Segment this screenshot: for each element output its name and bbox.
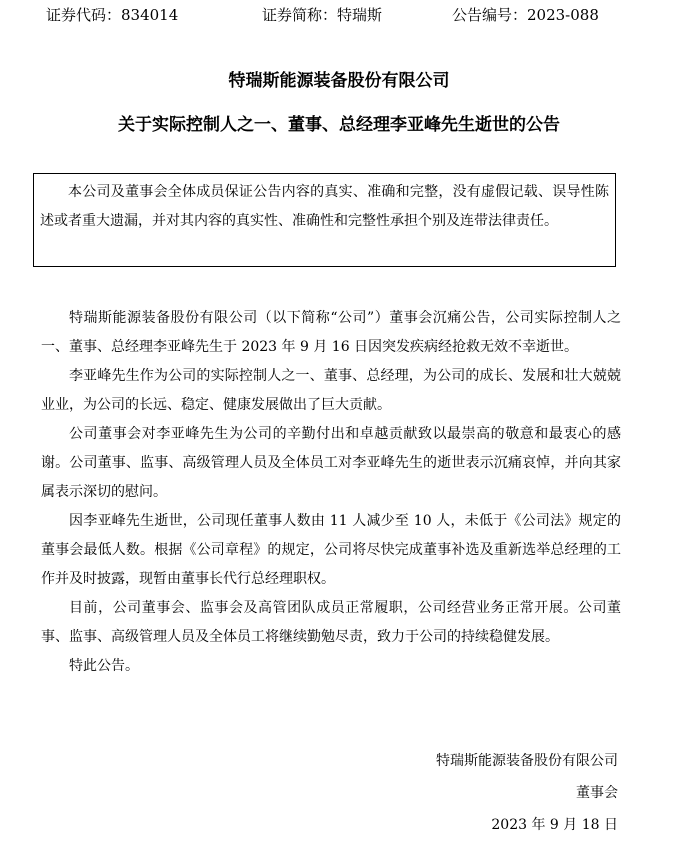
announcement-number: 公告编号：2023-088: [452, 6, 599, 24]
disclaimer-box: [33, 173, 616, 267]
paragraph-2: 李亚峰先生作为公司的实际控制人之一、董事、总经理，为公司的成长、发展和壮大兢兢业业，为公司的长远、稳定、健康发展做出了巨大贡献。: [41, 368, 621, 413]
paragraph-1: 特瑞斯能源装备股份有限公司（以下简称“公司”）董事会沉痛公告，公司实际控制人之一、董事、总经理李亚峰先生于 2023 年 9 月 16 日因突发疾病经抢救无效不幸逝世。: [41, 310, 621, 355]
signature-board: 董事会: [576, 785, 618, 801]
stock-abbreviation: 证券简称：特瑞斯: [262, 6, 383, 24]
stock-code: 证券代码：834014: [46, 6, 179, 24]
signature-date: 2023 年 9 月 18 日: [491, 817, 618, 833]
announcement-title: 关于实际控制人之一、董事、总经理李亚峰先生逝世的公告: [118, 115, 560, 135]
paragraph-3: 公司董事会对李亚峰先生为公司的辛勤付出和卓越贡献致以最崇高的敬意和最衷心的感谢。公司董事、监事、高级管理人员及全体员工对李亚峰先生的逝世表示沉痛哀悼，并向其家属表示深切的慰问。: [41, 426, 621, 500]
paragraph-6: 特此公告。: [69, 658, 139, 674]
disclaimer-text: 本公司及董事会全体成员保证公告内容的真实、准确和完整，没有虚假记载、误导性陈述或者重大遗漏，并对其内容的真实性、准确性和完整性承担个别及连带法律责任。: [40, 184, 609, 229]
company-name: 特瑞斯能源装备股份有限公司: [228, 71, 450, 91]
signature-company: 特瑞斯能源装备股份有限公司: [436, 753, 618, 769]
announcement-body: [41, 304, 621, 681]
paragraph-5: 目前，公司董事会、监事会及高管团队成员正常履职，公司经营业务正常开展。公司董事、监事、高级管理人员及全体员工将继续勤勉尽责，致力于公司的持续稳健发展。: [41, 600, 621, 645]
paragraph-4: 因李亚峰先生逝世，公司现任董事人数由 11 人减少至 10 人，未低于《公司法》规定的董事会最低人数。根据《公司章程》的规定，公司将尽快完成董事补选及重新选举总经理的工作并及时披露，现暂由董事长代行总经理职权。: [41, 513, 621, 587]
header-line: [0, 4, 678, 26]
